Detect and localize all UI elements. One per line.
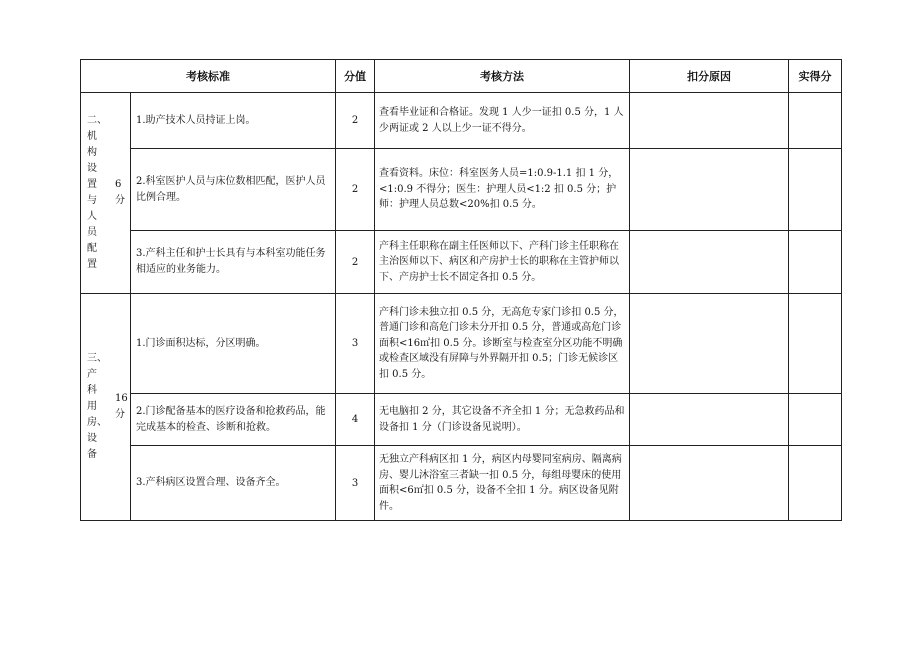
criteria-cell: 1.助产技术人员持证上岗。 xyxy=(131,93,336,149)
score-cell: 2 xyxy=(336,231,375,294)
table-row xyxy=(81,231,842,294)
method-cell: 查看毕业证和合格证。发现 1 人少一证扣 0.5 分，1 人少两证或 2 人以上少一证不得分。 xyxy=(375,93,630,149)
section-1-cell xyxy=(81,93,131,294)
score-cell: 2 xyxy=(336,93,375,149)
header-criteria: 考核标准 xyxy=(81,60,336,93)
deduction-reason-cell[interactable] xyxy=(630,446,789,521)
table-row xyxy=(81,149,842,231)
actual-score-cell[interactable] xyxy=(789,93,842,149)
score-cell: 4 xyxy=(336,394,375,446)
section-2-title: 三、产科用房、设备 xyxy=(87,353,107,460)
actual-score-cell[interactable] xyxy=(789,294,842,394)
header-row xyxy=(81,60,842,93)
method-cell: 产科门诊未独立扣 0.5 分，无高危专家门诊扣 0.5 分，普通门诊和高危门诊未分开扣 0.5 分，普通或高危门诊面积<16㎡扣 0.5 分。诊断室与检查室分区功能不明确或检查区域没有屏障与外界隔开扣 0.5；门诊无候诊区扣 0.5 分。 xyxy=(375,294,630,394)
criteria-cell: 2.门诊配备基本的医疗设备和抢救药品，能完成基本的检查、诊断和抢救。 xyxy=(131,394,336,446)
deduction-reason-cell[interactable] xyxy=(630,231,789,294)
actual-score-cell[interactable] xyxy=(789,446,842,521)
deduction-reason-cell[interactable] xyxy=(630,93,789,149)
score-cell: 2 xyxy=(336,149,375,231)
assessment-table xyxy=(80,59,842,521)
table-row xyxy=(81,294,842,394)
table-row xyxy=(81,93,842,149)
method-cell: 无独立产科病区扣 1 分，病区内母婴同室病房、隔离病房、婴儿沐浴室三者缺一扣 0.5 分，每组母婴床的使用面积<6㎡扣 0.5 分，设备不全扣 1 分。病区设备见附件。 xyxy=(375,446,630,521)
actual-score-cell[interactable] xyxy=(789,149,842,231)
actual-score-cell[interactable] xyxy=(789,231,842,294)
criteria-cell: 2.科室医护人员与床位数相匹配，医护人员比例合理。 xyxy=(131,149,336,231)
method-cell: 产科主任职称在副主任医师以下、产科门诊主任职称在主治医师以下、病区和产房护士长的职称在主管护师以下、产房护士长不固定各扣 0.5 分。 xyxy=(375,231,630,294)
deduction-reason-cell[interactable] xyxy=(630,394,789,446)
header-actual-score: 实得分 xyxy=(789,60,842,93)
table-row xyxy=(81,394,842,446)
score-cell: 3 xyxy=(336,446,375,521)
method-cell: 无电脑扣 2 分，其它设备不齐全扣 1 分；无急救药品和设备扣 1 分（门诊设备见说明）。 xyxy=(375,394,630,446)
section-2-points: 16 分 xyxy=(115,393,128,420)
score-cell: 3 xyxy=(336,294,375,394)
header-deduction-reason: 扣分原因 xyxy=(630,60,789,93)
section-2-cell xyxy=(81,294,131,521)
deduction-reason-cell[interactable] xyxy=(630,149,789,231)
criteria-cell: 3.产科主任和护士长具有与本科室功能任务相适应的业务能力。 xyxy=(131,231,336,294)
section-1-points: 6 分 xyxy=(115,179,125,206)
criteria-cell: 1.门诊面积达标，分区明确。 xyxy=(131,294,336,394)
actual-score-cell[interactable] xyxy=(789,394,842,446)
method-cell: 查看资料。床位：科室医务人员=1:0.9-1.1 扣 1 分，<1:0.9 不得分；医生：护理人员<1:2 扣 0.5 分；护师：护理人员总数<20%扣 0.5 分。 xyxy=(375,149,630,231)
header-method: 考核方法 xyxy=(375,60,630,93)
section-1-title: 二、机构设置与人员配置 xyxy=(87,115,107,270)
deduction-reason-cell[interactable] xyxy=(630,294,789,394)
header-score: 分值 xyxy=(336,60,375,93)
criteria-cell: 3.产科病区设置合理、设备齐全。 xyxy=(131,446,336,521)
table-row xyxy=(81,446,842,521)
